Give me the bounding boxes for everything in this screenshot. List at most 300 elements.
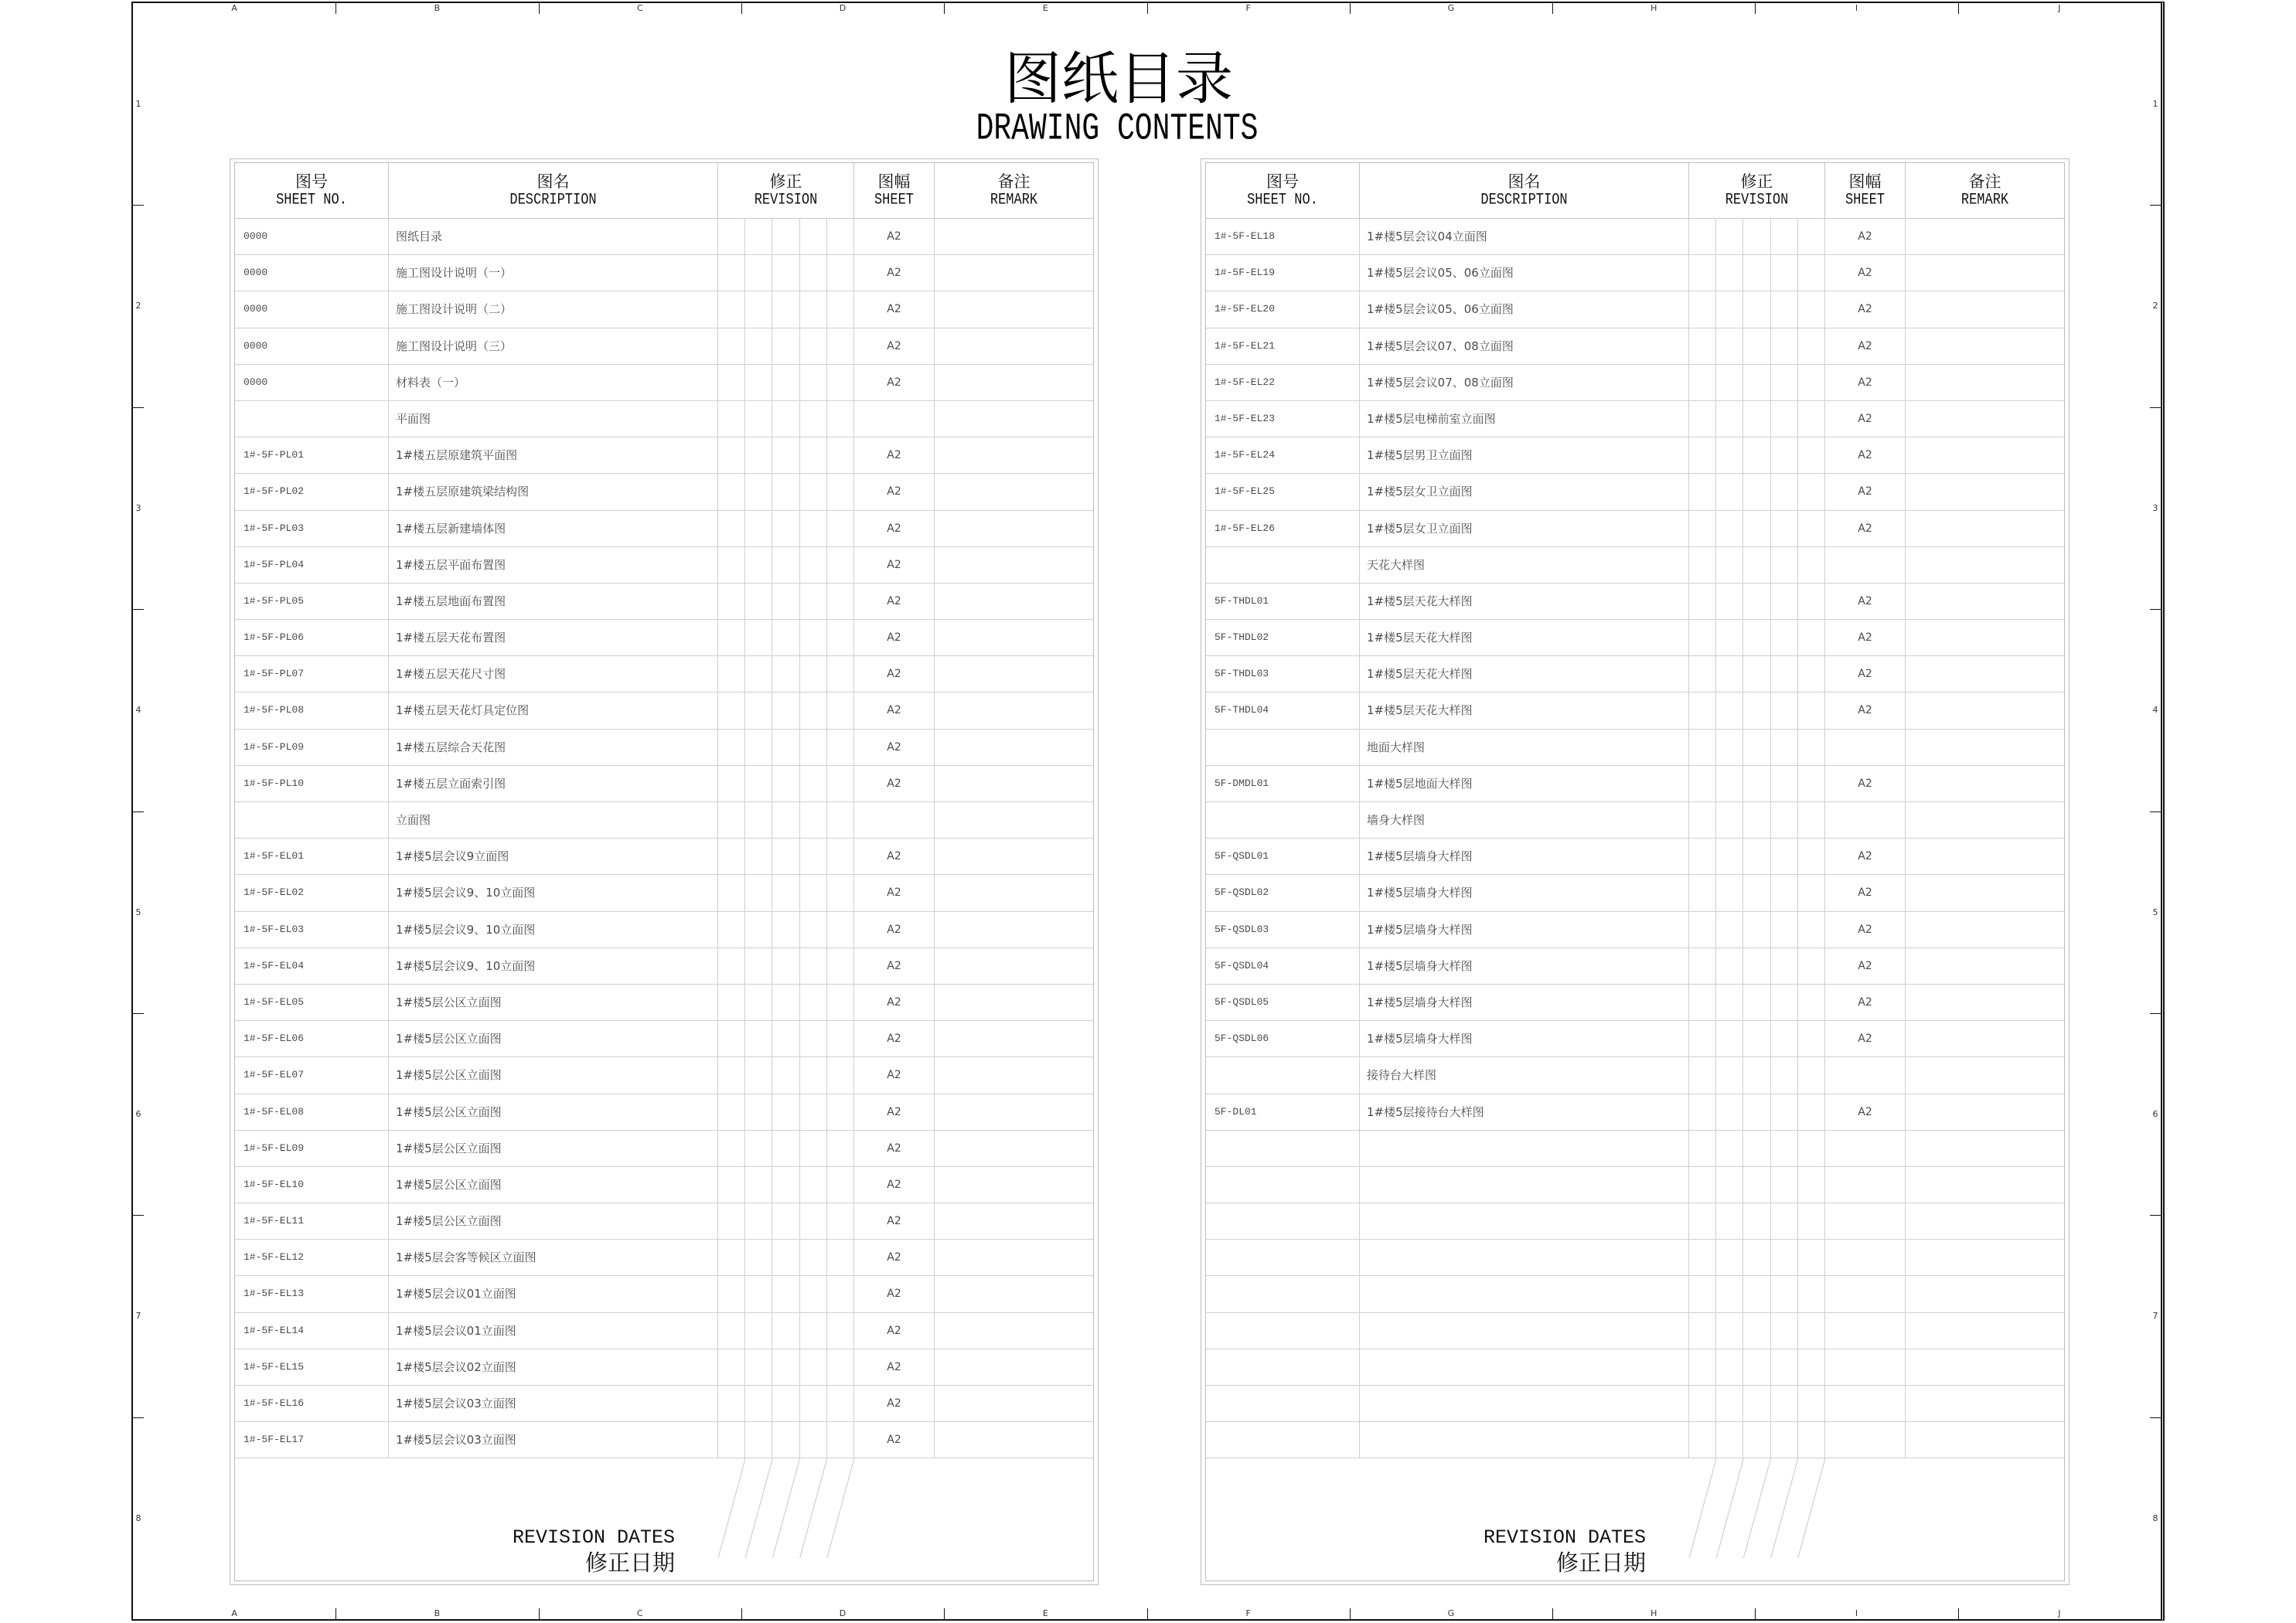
zone-number-left: 3: [135, 502, 141, 513]
sheet-no-cell: 1#-5F-EL10: [235, 1167, 389, 1203]
revision-subcell: [745, 839, 772, 874]
revision-subcell: [1689, 1057, 1716, 1093]
remark-cell: [935, 219, 1093, 254]
revision-hatch-line: [772, 1458, 799, 1558]
sheet-size-cell: A2: [1825, 1021, 1906, 1056]
description-cell: 1#楼5层公区立面图: [389, 1131, 718, 1166]
revision-subcell: [1771, 474, 1798, 509]
revision-cell: [1689, 547, 1825, 583]
revision-subcell: [1716, 255, 1743, 291]
description-cell: 1#楼5层公区立面图: [389, 1057, 718, 1093]
revision-cell: [718, 985, 854, 1020]
revision-subcell: [1743, 1057, 1770, 1093]
revision-subcell: [1743, 948, 1770, 984]
revision-subcell: [718, 1131, 745, 1166]
description-cell: [1360, 1131, 1689, 1166]
table-row: [235, 1021, 1093, 1057]
description-cell: 1#楼五层立面索引图: [389, 766, 718, 801]
table-row: [235, 474, 1093, 510]
frame-tick: [2150, 1417, 2161, 1418]
revision-hatch-line: [1798, 1458, 1825, 1558]
revision-subcell: [1771, 1167, 1798, 1203]
revision-subcell: [772, 1021, 799, 1056]
revision-cell: [718, 1313, 854, 1349]
revision-subcell: [1716, 839, 1743, 874]
sheet-size-cell: A2: [1825, 912, 1906, 948]
frame-tick: [1552, 1608, 1553, 1619]
table-row: [1206, 1276, 2064, 1312]
revision-dates-label-en: REVISION DATES: [512, 1526, 675, 1550]
revision-subcell: [1743, 839, 1770, 874]
revision-subcell: [1743, 620, 1770, 655]
revision-subcell: [827, 985, 853, 1020]
revision-subcell: [827, 875, 853, 910]
revision-hatch-line: [1689, 1458, 1716, 1558]
sheet-no-cell: 1#-5F-PL01: [235, 437, 389, 473]
revision-subcell: [1689, 219, 1716, 254]
revision-subcell: [827, 547, 853, 583]
sheet-no-cell: 5F-QSDL02: [1206, 875, 1360, 910]
revision-subcell: [800, 692, 827, 728]
revision-subcell: [1771, 1057, 1798, 1093]
revision-subcell: [1716, 437, 1743, 473]
remark-cell: [1906, 875, 2064, 910]
remark-cell: [935, 802, 1093, 838]
remark-cell: [1906, 437, 2064, 473]
revision-subcell: [1798, 1386, 1824, 1421]
revision-subcell: [827, 620, 853, 655]
column-header: [389, 163, 718, 218]
revision-subcell: [1771, 656, 1798, 692]
revision-subcell: [1689, 328, 1716, 364]
zone-number-right: 5: [2152, 907, 2158, 917]
remark-cell: [1906, 1021, 2064, 1056]
revision-subcell: [1716, 912, 1743, 948]
column-header-cn: 图名: [537, 172, 570, 191]
revision-subcell: [1771, 1349, 1798, 1385]
revision-subcell: [800, 985, 827, 1020]
remark-cell: [1906, 291, 2064, 327]
revision-subcell: [772, 474, 799, 509]
sheet-no-cell: 1#-5F-EL04: [235, 948, 389, 984]
revision-subcell: [1798, 1422, 1824, 1458]
revision-subcell: [800, 219, 827, 254]
revision-subcell: [1743, 1021, 1770, 1056]
revision-subcell: [745, 365, 772, 400]
sheet-size-cell: A2: [854, 547, 935, 583]
table-row: [1206, 1240, 2064, 1276]
sheet-size-cell: A2: [854, 875, 935, 910]
right-contents-table: [1205, 162, 2065, 1581]
revision-subcell: [1716, 328, 1743, 364]
description-cell: 1#楼5层会议05、06立面图: [1360, 291, 1689, 327]
zone-number-right: 2: [2152, 301, 2158, 311]
revision-subcell: [1743, 1349, 1770, 1385]
revision-cell: [1689, 1131, 1825, 1166]
frame-tick: [2150, 407, 2161, 408]
revision-subcell: [745, 1386, 772, 1421]
column-header-en: DESCRIPTION: [1480, 191, 1568, 209]
table-row: [235, 1167, 1093, 1203]
revision-subcell: [1798, 656, 1824, 692]
revision-subcell: [745, 1167, 772, 1203]
table-row: [1206, 692, 2064, 729]
revision-subcell: [745, 437, 772, 473]
sheet-size-cell: A2: [854, 766, 935, 801]
revision-subcell: [745, 1240, 772, 1275]
revision-subcell: [772, 802, 799, 838]
sheet-no-cell: 0000: [235, 219, 389, 254]
zone-number-left: 8: [135, 1512, 141, 1523]
revision-subcell: [1771, 692, 1798, 728]
revision-subcell: [1798, 985, 1824, 1020]
revision-subcell: [718, 1167, 745, 1203]
revision-subcell: [745, 1131, 772, 1166]
zone-number-right: 1: [2152, 99, 2158, 109]
table-row: [235, 547, 1093, 584]
remark-cell: [1906, 219, 2064, 254]
revision-subcell: [772, 912, 799, 948]
description-cell: 1#楼5层公区立面图: [389, 1094, 718, 1130]
frame-tick: [539, 3, 540, 14]
sheet-no-cell: [1206, 1240, 1360, 1275]
sheet-no-cell: 1#-5F-PL09: [235, 730, 389, 765]
revision-subcell: [1743, 328, 1770, 364]
revision-subcell: [827, 401, 853, 437]
table-row: [235, 401, 1093, 437]
table-row: [1206, 365, 2064, 401]
revision-subcell: [827, 730, 853, 765]
table-row: [235, 1276, 1093, 1312]
revision-subcell: [1689, 1349, 1716, 1385]
revision-subcell: [827, 365, 853, 400]
description-cell: 1#楼5层会议03立面图: [389, 1386, 718, 1421]
revision-subcell: [745, 291, 772, 327]
frame-tick: [1755, 3, 1756, 14]
revision-subcell: [1771, 328, 1798, 364]
revision-subcell: [1798, 511, 1824, 546]
revision-subcell: [827, 255, 853, 291]
revision-cell: [718, 730, 854, 765]
frame-tick: [133, 1417, 144, 1418]
revision-subcell: [800, 802, 827, 838]
table-row: [1206, 584, 2064, 620]
column-header-cn: 图幅: [1848, 172, 1882, 191]
sheet-size-cell: A2: [854, 511, 935, 546]
table-row: [235, 912, 1093, 948]
sheet-no-cell: 1#-5F-EL15: [235, 1349, 389, 1385]
revision-subcell: [772, 1240, 799, 1275]
sheet-size-cell: A2: [854, 584, 935, 619]
description-cell: [1360, 1313, 1689, 1349]
revision-subcell: [772, 328, 799, 364]
page-title-cn: 图纸目录: [1004, 46, 1233, 112]
sheet-size-cell: A2: [854, 255, 935, 291]
revision-subcell: [827, 437, 853, 473]
column-header: [1689, 163, 1825, 218]
sheet-size-cell: A2: [854, 437, 935, 473]
revision-subcell: [1743, 1313, 1770, 1349]
revision-subcell: [1798, 1240, 1824, 1275]
column-header-en: DESCRIPTION: [509, 191, 597, 209]
revision-subcell: [718, 255, 745, 291]
table-row: [235, 730, 1093, 766]
table-row: [235, 1057, 1093, 1094]
sheet-size-cell: [1825, 730, 1906, 765]
remark-cell: [1906, 656, 2064, 692]
sheet-no-cell: 5F-THDL02: [1206, 620, 1360, 655]
revision-subcell: [800, 1131, 827, 1166]
revision-subcell: [1716, 1422, 1743, 1458]
frame-tick: [133, 1013, 144, 1014]
revision-cell: [1689, 875, 1825, 910]
revision-subcell: [1743, 802, 1770, 838]
revision-subcell: [1689, 401, 1716, 437]
revision-subcell: [718, 1094, 745, 1130]
sheet-no-cell: 1#-5F-EL16: [235, 1386, 389, 1421]
sheet-no-cell: 5F-QSDL04: [1206, 948, 1360, 984]
description-cell: 1#楼5层电梯前室立面图: [1360, 401, 1689, 437]
sheet-size-cell: A2: [1825, 219, 1906, 254]
frame-tick: [1755, 1608, 1756, 1619]
table-row: [1206, 839, 2064, 875]
revision-subcell: [1716, 620, 1743, 655]
revision-subcell: [1798, 875, 1824, 910]
revision-subcell: [718, 219, 745, 254]
revision-subcell: [800, 291, 827, 327]
description-cell: [1360, 1167, 1689, 1203]
description-cell: 1#楼五层新建墙体图: [389, 511, 718, 546]
revision-subcell: [745, 401, 772, 437]
frame-tick: [2150, 205, 2161, 206]
revision-dates-label-cn: 修正日期: [1555, 1550, 1646, 1577]
remark-cell: [935, 1240, 1093, 1275]
sheet-size-cell: [1825, 1203, 1906, 1239]
sheet-size-cell: A2: [1825, 291, 1906, 327]
frame-tick: [944, 3, 945, 14]
description-cell: 施工图设计说明（一）: [389, 255, 718, 291]
revision-subcell: [800, 1240, 827, 1275]
revision-subcell: [772, 219, 799, 254]
remark-cell: [935, 656, 1093, 692]
revision-subcell: [1743, 584, 1770, 619]
revision-subcell: [718, 1057, 745, 1093]
zone-letter-bottom: H: [1650, 1608, 1657, 1618]
sheet-size-cell: A2: [854, 912, 935, 948]
revision-dates-area: [235, 1458, 1093, 1580]
table-row: [1206, 802, 2064, 839]
revision-subcell: [745, 474, 772, 509]
revision-subcell: [800, 474, 827, 509]
remark-cell: [1906, 1240, 2064, 1275]
revision-subcell: [745, 1203, 772, 1239]
revision-cell: [1689, 365, 1825, 400]
column-header-cn: 备注: [1968, 172, 2001, 191]
description-cell: 1#楼五层天花尺寸图: [389, 656, 718, 692]
revision-subcell: [1689, 620, 1716, 655]
table-row: [1206, 985, 2064, 1021]
sheet-size-cell: [1825, 1057, 1906, 1093]
sheet-no-cell: [1206, 1422, 1360, 1458]
table-row: [1206, 1422, 2064, 1458]
revision-cell: [1689, 766, 1825, 801]
revision-subcell: [1689, 1240, 1716, 1275]
sheet-no-cell: 1#-5F-EL26: [1206, 511, 1360, 546]
remark-cell: [935, 437, 1093, 473]
revision-cell: [1689, 219, 1825, 254]
revision-subcell: [718, 1203, 745, 1239]
sheet-no-cell: 1#-5F-PL07: [235, 656, 389, 692]
revision-subcell: [1798, 328, 1824, 364]
description-cell: 平面图: [389, 401, 718, 437]
zone-letter-bottom: G: [1447, 1608, 1455, 1618]
revision-subcell: [1771, 620, 1798, 655]
sheet-size-cell: A2: [1825, 948, 1906, 984]
revision-subcell: [1716, 1386, 1743, 1421]
revision-subcell: [827, 1422, 853, 1458]
revision-subcell: [1743, 511, 1770, 546]
revision-hatch-line: [1771, 1458, 1798, 1558]
remark-cell: [935, 474, 1093, 509]
revision-subcell: [800, 255, 827, 291]
table-body: [1206, 219, 2064, 1458]
revision-subcell: [718, 365, 745, 400]
revision-subcell: [772, 1094, 799, 1130]
column-header-cn: 图号: [295, 172, 328, 191]
table-row: [1206, 291, 2064, 328]
revision-cell: [1689, 1057, 1825, 1093]
remark-cell: [1906, 948, 2064, 984]
sheet-no-cell: 5F-THDL04: [1206, 692, 1360, 728]
description-cell: 1#楼5层会议03立面图: [389, 1422, 718, 1458]
remark-cell: [1906, 255, 2064, 291]
table-header-row: [1206, 163, 2064, 219]
revision-cell: [718, 1021, 854, 1056]
remark-cell: [1906, 692, 2064, 728]
revision-subcell: [718, 656, 745, 692]
table-row: [235, 948, 1093, 985]
sheet-size-cell: A2: [854, 839, 935, 874]
revision-subcell: [827, 584, 853, 619]
table-row: [1206, 1167, 2064, 1203]
table-row: [235, 1313, 1093, 1349]
revision-subcell: [1798, 291, 1824, 327]
revision-subcell: [772, 547, 799, 583]
table-row: [235, 511, 1093, 547]
frame-tick: [1958, 3, 1959, 14]
revision-cell: [1689, 656, 1825, 692]
revision-subcell: [1689, 912, 1716, 948]
remark-cell: [935, 1203, 1093, 1239]
revision-cell: [718, 912, 854, 948]
frame-tick: [539, 1608, 540, 1619]
remark-cell: [1906, 620, 2064, 655]
revision-subcell: [827, 219, 853, 254]
sheet-size-cell: A2: [854, 730, 935, 765]
revision-cell: [1689, 584, 1825, 619]
revision-subcell: [718, 1021, 745, 1056]
revision-subcell: [1771, 219, 1798, 254]
description-cell: 1#楼5层墙身大样图: [1360, 948, 1689, 984]
column-header: [854, 163, 935, 218]
revision-hatch-line: [718, 1458, 745, 1558]
revision-subcell: [772, 511, 799, 546]
table-row: [1206, 766, 2064, 802]
table-row: [1206, 730, 2064, 766]
revision-subcell: [1798, 474, 1824, 509]
revision-subcell: [772, 1276, 799, 1312]
description-cell: 1#楼5层会议01立面图: [389, 1313, 718, 1349]
sheet-size-cell: A2: [1825, 692, 1906, 728]
sheet-size-cell: [854, 802, 935, 838]
remark-cell: [935, 401, 1093, 437]
revision-subcell: [1716, 511, 1743, 546]
revision-subcell: [827, 511, 853, 546]
revision-subcell: [718, 692, 745, 728]
description-cell: 1#楼5层墙身大样图: [1360, 1021, 1689, 1056]
revision-subcell: [1689, 365, 1716, 400]
revision-subcell: [718, 547, 745, 583]
revision-subcell: [1743, 1203, 1770, 1239]
revision-subcell: [1798, 437, 1824, 473]
frame-tick: [133, 205, 144, 206]
sheet-no-cell: 1#-5F-EL14: [235, 1313, 389, 1349]
sheet-no-cell: [1206, 1386, 1360, 1421]
description-cell: 1#楼5层男卫立面图: [1360, 437, 1689, 473]
remark-cell: [1906, 365, 2064, 400]
revision-subcell: [800, 584, 827, 619]
revision-subcell: [745, 219, 772, 254]
revision-subcell: [1771, 948, 1798, 984]
sheet-size-cell: A2: [1825, 1094, 1906, 1130]
revision-subcell: [718, 1386, 745, 1421]
revision-subcell: [745, 912, 772, 948]
revision-subcell: [1689, 875, 1716, 910]
revision-subcell: [1689, 291, 1716, 327]
table-row: [1206, 875, 2064, 911]
revision-subcell: [1771, 401, 1798, 437]
revision-subcell: [800, 912, 827, 948]
frame-tick: [1147, 1608, 1148, 1619]
sheet-no-cell: 5F-QSDL05: [1206, 985, 1360, 1020]
revision-subcell: [827, 1167, 853, 1203]
revision-subcell: [772, 1203, 799, 1239]
remark-cell: [935, 511, 1093, 546]
sheet-size-cell: [1825, 1276, 1906, 1312]
revision-subcell: [827, 1313, 853, 1349]
description-cell: 1#楼五层天花布置图: [389, 620, 718, 655]
revision-subcell: [1743, 291, 1770, 327]
revision-subcell: [745, 620, 772, 655]
revision-subcell: [1689, 766, 1716, 801]
revision-subcell: [1743, 437, 1770, 473]
revision-subcell: [800, 365, 827, 400]
description-cell: 1#楼5层接待台大样图: [1360, 1094, 1689, 1130]
revision-cell: [718, 437, 854, 473]
table-header-row: [235, 163, 1093, 219]
zone-letter-bottom: A: [231, 1608, 237, 1618]
revision-subcell: [1798, 1313, 1824, 1349]
remark-cell: [935, 620, 1093, 655]
table-row: [1206, 1203, 2064, 1240]
revision-cell: [718, 328, 854, 364]
sheet-no-cell: 0000: [235, 255, 389, 291]
revision-subcell: [1798, 730, 1824, 765]
description-cell: 1#楼5层会议07、08立面图: [1360, 328, 1689, 364]
revision-subcell: [772, 1167, 799, 1203]
description-cell: 1#楼5层女卫立面图: [1360, 474, 1689, 509]
revision-subcell: [718, 948, 745, 984]
